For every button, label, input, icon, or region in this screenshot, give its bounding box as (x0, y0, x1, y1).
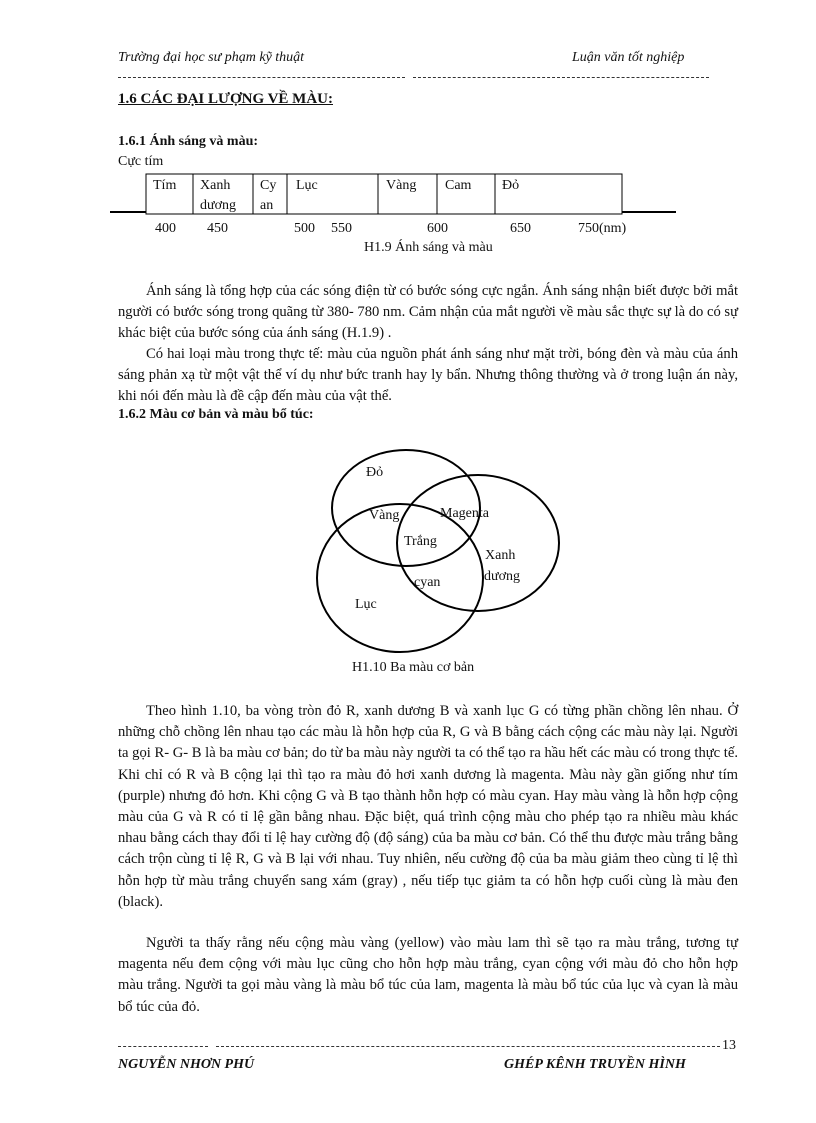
venn-diagram (0, 430, 816, 660)
figure-caption-spectrum: H1.9 Ánh sáng và màu (364, 240, 493, 255)
wavelength-label: 500 (294, 221, 315, 236)
spectrum-cell-red: Đỏ (502, 178, 520, 193)
spectrum-cell-violet: Tím (153, 178, 177, 193)
footer-author: NGUYỄN NHƠN PHÚ (118, 1057, 255, 1072)
footer-divider-left (118, 1046, 208, 1047)
subsection-title-primary-colors: 1.6.2 Màu cơ bản và màu bổ túc: (118, 407, 314, 422)
label-magenta: Magenta (440, 506, 489, 521)
paragraph-light: Ánh sáng là tổng hợp của các sóng điện từ có bước sóng cực ngắn. Ánh sáng nhận biết được bởi mắt người có bước sóng trong quãng từ 380- 780 nm. Cảm nhận của mắt người về màu sắc thực sự là do có sự khác biệt của bước sóng của ánh sáng (H.1.9) . (118, 283, 738, 342)
spectrum-cell-yellow: Vàng (386, 178, 417, 193)
footer-topic: GHÉP KÊNH TRUYỀN HÌNH (504, 1057, 686, 1072)
label-red: Đỏ (366, 465, 384, 480)
label-cyan: cyan (414, 575, 441, 590)
wavelength-label: 600 (427, 221, 448, 236)
wavelength-label: 450 (207, 221, 228, 236)
header-school: Trường đại học sư phạm kỹ thuật (118, 50, 305, 65)
subsection-title-light-color: 1.6.1 Ánh sáng và màu: (118, 134, 259, 149)
paragraph-complementary: Người ta thấy rằng nếu cộng màu vàng (yellow) vào màu lam thì sẽ tạo ra màu trắng, tương tự magenta nếu đem cộng với màu lục cũng cho hỗn hợp màu trắng, cyan cộng với màu đỏ cho hỗn hợp màu trắng. Người ta gọi màu vàng là màu bổ túc của lam, magenta là màu bổ túc của lục và cyan là màu bổ túc của đỏ. (118, 935, 738, 1015)
header-thesis: Luận văn tốt nghiệp (572, 50, 685, 65)
wavelength-label: 750(nm) (578, 221, 627, 236)
label-blue-line1: Xanh (485, 548, 516, 563)
paragraph-additive-mixing: Theo hình 1.10, ba vòng tròn đỏ R, xanh dương B và xanh lục G có từng phần chồng lên nhau. Ở những chỗ chồng lên nhau tạo các màu là hỗn hợp của R, G và B bằng cách cộng các màu này lại. Người ta gọi R- G- B là ba màu cơ bản; do từ ba màu này người ta có thể tạo ra hầu hết các màu có trong thực tế. Khi chỉ có R và B cộng lại thì tạo ra màu đỏ hơi xanh dương là magenta. Màu này gần giống như tím (purple) nhưng đỏ hơn. Khi cộng G và B tạo thành hỗn hợp có màu cyan. Hay màu vàng là hỗn hợp cộng màu của G và R có tỉ lệ gần bằng nhau. Đặc biệt, quá trình cộng màu cho phép tạo ra nhiều màu khác nhau bằng cách thay đổi tỉ lệ hay cường độ (độ sáng) của ba màu cơ bản. Có thể thu được màu trắng bằng cách trộn cùng tỉ lệ R, G và B lại với nhau. Tuy nhiên, nếu cường độ của ba màu giảm theo cùng tỉ lệ thì hỗn hợp từ màu trắng chuyển sang xám (gray) , nếu tiếp tục giảm ta có hỗn hợp cuối cùng là màu đen (black). (118, 703, 738, 910)
label-blue-line2: dương (484, 569, 520, 584)
figure-caption-venn: H1.10 Ba màu cơ bản (352, 660, 475, 675)
spectrum-cell-orange: Cam (445, 178, 472, 193)
spectrum-cell-blue: Xanh dương (200, 178, 236, 213)
paragraph-color-types: Có hai loại màu trong thực tế: màu của nguồn phát ánh sáng như mặt trời, bóng đèn và màu của ánh sáng phản xạ từ một vật thể ví dụ như bức tranh hay ly bẩn. Nhưng thông thường và ở trong luận án này, khi nói đến màu là đề cập đến màu của vật thể. (118, 346, 738, 405)
label-yellow: Vàng (369, 508, 400, 523)
section-title: 1.6 CÁC ĐẠI LƯỢNG VỀ MÀU: (118, 91, 333, 107)
spectrum-cell-cyan: Cy an (260, 178, 277, 213)
wavelength-label: 650 (510, 221, 531, 236)
wavelength-label: 400 (155, 221, 176, 236)
label-white: Trắng (404, 534, 437, 549)
page-number: 13 (722, 1038, 736, 1053)
wavelength-label: 550 (331, 221, 352, 236)
label-green: Lục (355, 597, 377, 612)
uv-label: Cực tím (118, 154, 164, 169)
spectrum-diagram (0, 0, 816, 260)
footer-divider-right (216, 1046, 720, 1047)
spectrum-lines (0, 0, 816, 260)
spectrum-cell-green: Lục (296, 178, 318, 193)
